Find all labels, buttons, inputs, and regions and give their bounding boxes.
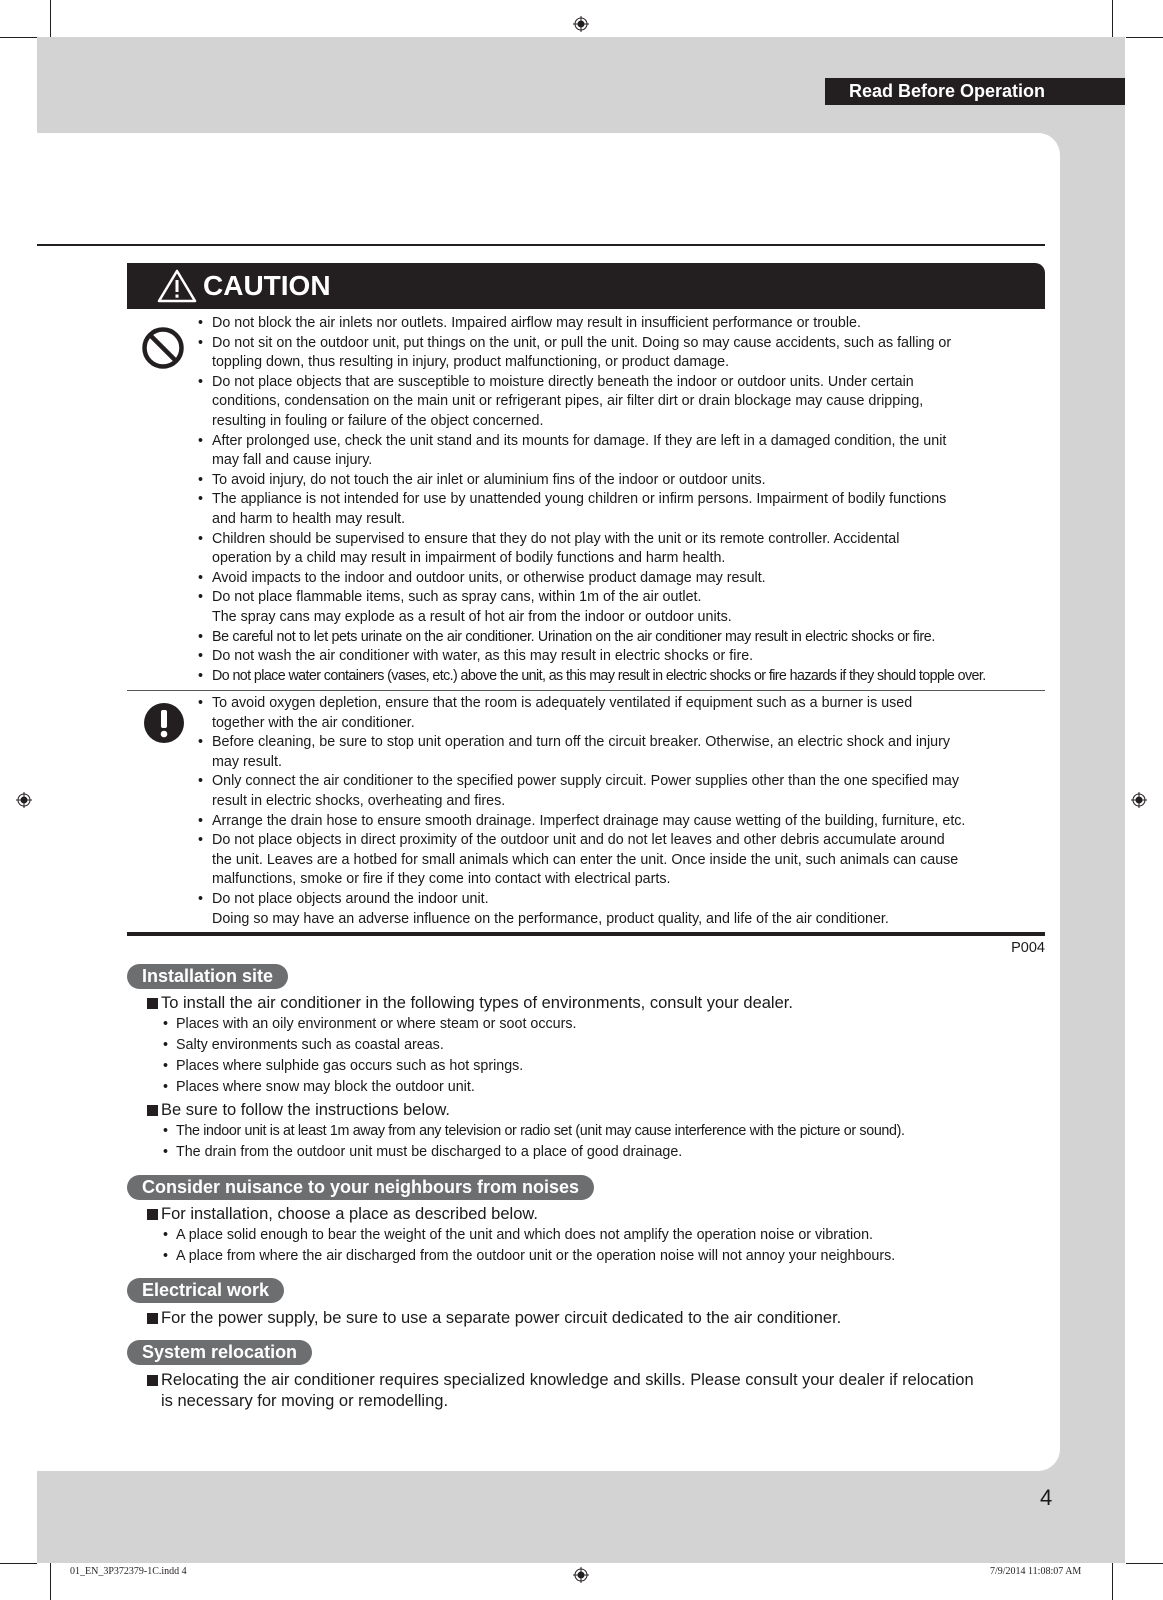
section-heading-installation: Installation site xyxy=(127,964,288,989)
list-item: • The drain from the outdoor unit must be discharged to a place of good drainage. xyxy=(162,1142,905,1163)
prohibited-icon xyxy=(141,326,185,370)
list-item: • A place solid enough to bear the weight of the unit and which does not amplify the operation noise or vibration. xyxy=(162,1225,895,1246)
crop-mark xyxy=(1112,0,1113,37)
list-item: • After prolonged use, check the unit stand and its mounts for damage. If they are left in a damaged condition, the unit may fall and cause injury. xyxy=(196,432,986,471)
divider xyxy=(127,690,1045,691)
footer-timestamp: 7/9/2014 11:08:07 AM xyxy=(990,1566,1082,1577)
section-header-tab: Read Before Operation xyxy=(825,78,1125,105)
list-item: • Only connect the air conditioner to the specified power supply circuit. Power supplies other than the one specified may result in electric shocks, overheating and fires. xyxy=(196,772,965,811)
list-item: • Salty environments such as coastal areas. xyxy=(162,1035,577,1056)
list-item: • A place from where the air discharged from the outdoor unit or the operation noise will not annoy your neighbours. xyxy=(162,1246,895,1267)
registration-mark-icon xyxy=(573,16,589,32)
list-item: • Avoid impacts to the indoor and outdoor units, or otherwise product damage may result. xyxy=(196,569,986,589)
section-heading-electrical: Electrical work xyxy=(127,1278,284,1303)
list-item: • Arrange the drain hose to ensure smooth drainage. Imperfect drainage may cause wetting of the building, furniture, etc. xyxy=(196,812,965,832)
sub-list xyxy=(162,1121,905,1163)
divider xyxy=(127,932,1045,936)
square-bullet-item: Be sure to follow the instructions below. xyxy=(147,1100,450,1121)
section-heading-noise: Consider nuisance to your neighbours from noises xyxy=(127,1175,594,1200)
list-item: • Children should be supervised to ensure that they do not play with the unit or its remote controller. Accidental operation by a child may result in impairment of bodily functions and harm health. xyxy=(196,530,986,569)
page-number: 4 xyxy=(1040,1485,1053,1510)
crop-mark xyxy=(1126,37,1163,38)
list-item: • Before cleaning, be sure to stop unit operation and turn off the circuit breaker. Otherwise, an electric shock and injury may result. xyxy=(196,733,965,772)
list-item: • To avoid oxygen depletion, ensure that the room is adequately ventilated if equipment such as a burner is used together with the air conditioner. xyxy=(196,694,965,733)
square-bullet-item: To install the air conditioner in the following types of environments, consult your dealer. xyxy=(147,993,793,1014)
caution-banner xyxy=(127,263,1045,309)
crop-mark xyxy=(50,0,51,37)
list-item: • Do not place water containers (vases, etc.) above the unit, as this may result in electric shocks or fire hazards if they should topple over. xyxy=(196,667,986,687)
list-item: • The indoor unit is at least 1m away from any television or radio set (unit may cause interference with the picture or sound). xyxy=(162,1121,905,1142)
sub-list xyxy=(162,1225,895,1267)
registration-mark-icon xyxy=(16,792,32,808)
section-heading-relocation: System relocation xyxy=(127,1340,312,1365)
list-item: • Do not wash the air conditioner with water, as this may result in electric shocks or fire. xyxy=(196,647,986,667)
list-item: • The appliance is not intended for use by unattended young children or infirm persons. Impairment of bodily functions and harm to health may result. xyxy=(196,490,986,529)
list-item: • Do not place objects around the indoor unit. Doing so may have an adverse influence on the performance, product quality, and life of the air conditioner. xyxy=(196,890,965,929)
list-item: • To avoid injury, do not touch the air inlet or aluminium fins of the indoor or outdoor units. xyxy=(196,471,986,491)
list-item: • Places with an oily environment or where steam or soot occurs. xyxy=(162,1014,577,1035)
reference-code: P004 xyxy=(1011,940,1045,956)
divider xyxy=(37,244,1045,246)
list-item: • Places where sulphide gas occurs such as hot springs. xyxy=(162,1056,577,1077)
list-item: • Be careful not to let pets urinate on the air conditioner. Urination on the air conditioner may result in electric shocks or fire. xyxy=(196,628,986,648)
mandatory-list xyxy=(196,694,965,929)
crop-mark xyxy=(50,1563,51,1600)
sub-list xyxy=(162,1014,577,1098)
square-bullet-item: Relocating the air conditioner requires specialized knowledge and skills. Please consult your dealer if relocation is necessary for moving or remodelling. xyxy=(147,1370,974,1412)
mandatory-action-icon xyxy=(143,702,185,744)
crop-mark xyxy=(1126,1563,1163,1564)
crop-mark xyxy=(0,1563,37,1564)
list-item: • Do not block the air inlets nor outlets. Impaired airflow may result in insufficient performance or trouble. xyxy=(196,314,986,334)
warning-triangle-icon xyxy=(157,269,197,303)
list-item: • Do not place flammable items, such as spray cans, within 1m of the air outlet. The spray cans may explode as a result of hot air from the indoor or outdoor units. xyxy=(196,588,986,627)
registration-mark-icon xyxy=(1131,792,1147,808)
registration-mark-icon xyxy=(573,1567,589,1583)
square-bullet-item: For installation, choose a place as described below. xyxy=(147,1204,538,1225)
caution-title: CAUTION xyxy=(203,270,331,301)
list-item: • Do not place objects in direct proximity of the outdoor unit and do not let leaves and other debris accumulate around the unit. Leaves are a hotbed for small animals which can enter the unit. Once inside the unit, such animals can cause malfunctions, smoke or fire if they come into contact with electrical parts. xyxy=(196,831,965,890)
list-item: • Places where snow may block the outdoor unit. xyxy=(162,1077,577,1098)
crop-mark xyxy=(0,37,37,38)
crop-mark xyxy=(1112,1563,1113,1600)
list-item: • Do not place objects that are susceptible to moisture directly beneath the indoor or outdoor units. Under certain conditions, condensation on the main unit or refrigerant pipes, air filter dirt or drain blockage may cause dripping, resulting in fouling or failure of the object concerned. xyxy=(196,373,986,432)
prohibited-list xyxy=(196,314,986,686)
footer-file-info: 01_EN_3P372379-1C.indd 4 xyxy=(70,1566,187,1577)
square-bullet-item: For the power supply, be sure to use a separate power circuit dedicated to the air conditioner. xyxy=(147,1308,841,1329)
list-item: • Do not sit on the outdoor unit, put things on the unit, or pull the unit. Doing so may cause accidents, such as falling or toppling down, thus resulting in injury, product malfunctioning, or product damage. xyxy=(196,334,986,373)
